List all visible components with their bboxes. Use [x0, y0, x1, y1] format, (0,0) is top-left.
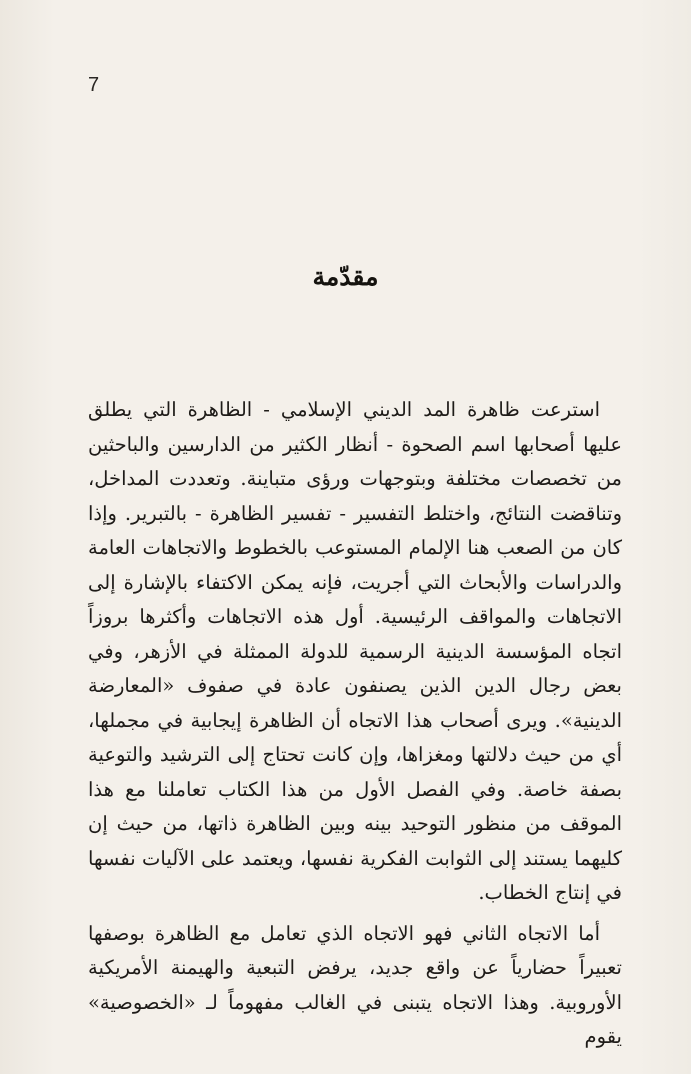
body-text: [88, 393, 622, 1055]
paragraph: أما الاتجاه الثاني فهو الاتجاه الذي تعامل مع الظاهرة بوصفها تعبيراً حضارياً عن واقع جديد، يرفض التبعية والهيمنة الأمريكية الأوروبية. وهذا الاتجاه يتبنى في الغالب مفهوماً لـ «الخصوصية» يقوم: [88, 921, 622, 1048]
chapter-title: مقدّمة: [312, 262, 379, 291]
page-number: 7: [88, 74, 100, 96]
paragraph: استرعت ظاهرة المد الديني الإسلامي - الظاهرة التي يطلق عليها أصحابها اسم الصحوة - أنظار الكثير من الدارسين والباحثين من تخصصات مختلفة وبتوجهات ورؤى متباينة. وتعددت المداخل، وتناقضت النتائج، واختلط التفسير - تفسير الظاهرة - بالتبرير. وإذا كان من الصعب هنا الإلمام المستوعب بالخطوط والاتجاهات العامة والدراسات والأبحاث التي أجريت، فإنه يمكن الاكتفاء بالإشارة إلى الاتجاهات والمواقف الرئيسية. أول هذه الاتجاهات وأكثرها بروزاً اتجاه المؤسسة الدينية الرسمية للدولة الممثلة في الأزهر، وفي بعض رجال الدين الذين يصنفون عادة في صفوف «المعارضة الدينية». ويرى أصحاب هذا الاتجاه أن الظاهرة إيجابية في مجملها، أي من حيث دلالتها ومغزاها، وإن كانت تحتاج إلى الترشيد والتوعية بصفة خاصة. وفي الفصل الأول من هذا الكتاب تعاملنا مع هذا الموقف من منظور التوحيد بينه وبين الظاهرة ذاتها، من حيث إن كليهما يستند إلى الثوابت الفكرية نفسها، ويعتمد على الآليات نفسها في إنتاج الخطاب.: [88, 398, 622, 904]
